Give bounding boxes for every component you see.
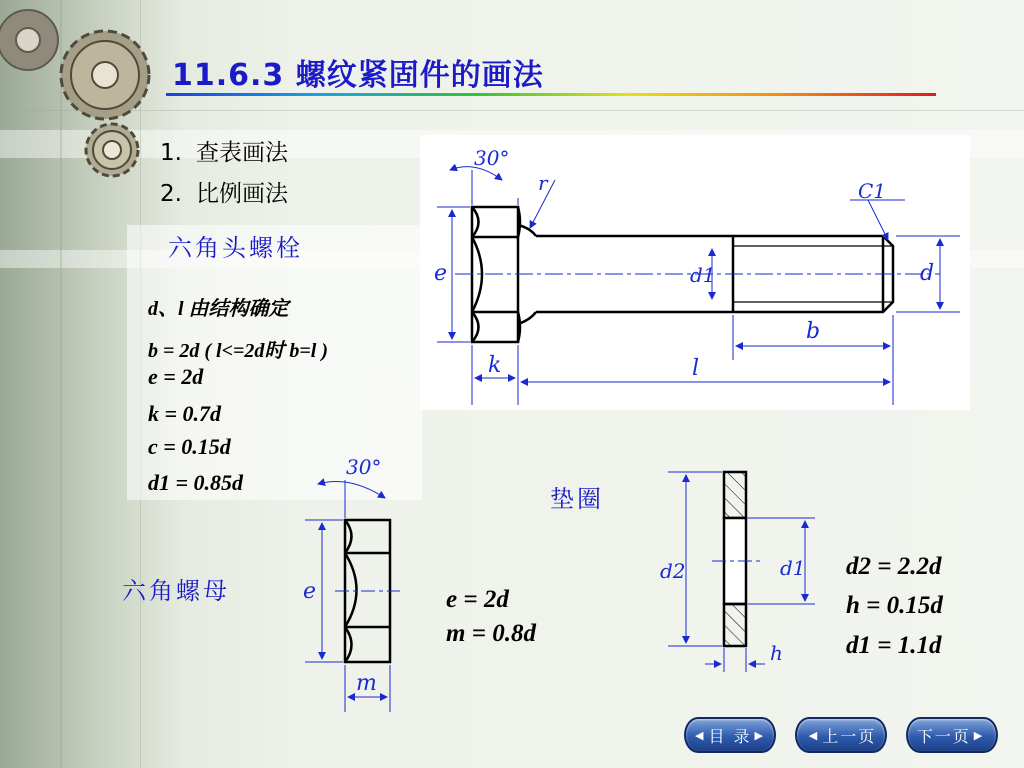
bolt-b-label: b (806, 319, 821, 344)
bolt-formula: b = 2d ( l<=2d时 b=l ) (148, 340, 329, 362)
menu-item-label: 比例画法 (196, 181, 288, 207)
arrow-left-icon: ◀ (694, 728, 706, 742)
bolt-k-label: k (488, 353, 502, 378)
bolt-l-label: l (692, 356, 700, 381)
nut-e-label: e (303, 579, 317, 604)
washer-heading: 垫圈 (550, 485, 604, 513)
bolt-drawing (420, 135, 970, 410)
next-page-button-label: 下一页 (916, 726, 971, 746)
gear-icon (61, 31, 149, 119)
bolt-radius-label: r (538, 171, 548, 195)
gears-decoration (0, 0, 165, 200)
washer-h-label: h (770, 641, 783, 665)
bolt-formula: c = 0.15d (148, 434, 231, 459)
bolt-formula: d1 = 0.85d (148, 470, 244, 495)
nut-formula: m = 0.8d (446, 620, 536, 647)
nut-heading: 六角螺母 (122, 577, 230, 605)
bolt-e-label: e (434, 261, 448, 286)
menu-item-number: 2. (160, 181, 182, 207)
bolt-angle-label: 30° (474, 146, 510, 170)
nut-angle-label: 30° (346, 455, 382, 479)
arrow-right-icon: ▶ (973, 728, 985, 742)
bolt-heading: 六角头螺栓 (168, 234, 303, 262)
washer-d1-label: d1 (780, 556, 806, 580)
bolt-chamfer-label: C1 (858, 179, 887, 203)
menu-item-number: 1. (160, 140, 182, 166)
bolt-formula: d、l 由结构确定 (148, 298, 289, 320)
gear-icon (0, 10, 58, 70)
bolt-formula: e = 2d (148, 364, 204, 389)
bolt-d1-label: d1 (690, 263, 716, 287)
next-page-button[interactable] (906, 717, 998, 753)
washer-d2-label: d2 (660, 559, 686, 583)
menu-item-table-method[interactable] (160, 134, 288, 167)
prev-page-button[interactable] (795, 717, 887, 753)
toc-button-label: 目 录 (708, 726, 752, 746)
gear-icon (86, 124, 138, 176)
washer-drawing (650, 460, 830, 675)
prev-page-button-label: 上一页 (822, 726, 877, 746)
arrow-left-icon: ◀ (808, 728, 820, 742)
nut-drawing (295, 450, 410, 720)
toc-button[interactable] (684, 717, 776, 753)
bolt-formula: k = 0.7d (148, 401, 222, 426)
page-title: 11.6.3 螺纹紧固件的画法 (172, 58, 544, 93)
menu-item-proportion-method[interactable] (160, 175, 288, 208)
washer-formula: h = 0.15d (846, 592, 943, 619)
arrow-right-icon: ▶ (754, 728, 766, 742)
nut-m-label: m (356, 671, 377, 696)
title-rule (166, 93, 936, 96)
bolt-d-label: d (920, 261, 935, 286)
menu-item-label: 查表画法 (196, 140, 288, 166)
nut-formula: e = 2d (446, 586, 509, 613)
washer-formula: d1 = 1.1d (846, 632, 942, 659)
washer-formula: d2 = 2.2d (846, 553, 942, 580)
